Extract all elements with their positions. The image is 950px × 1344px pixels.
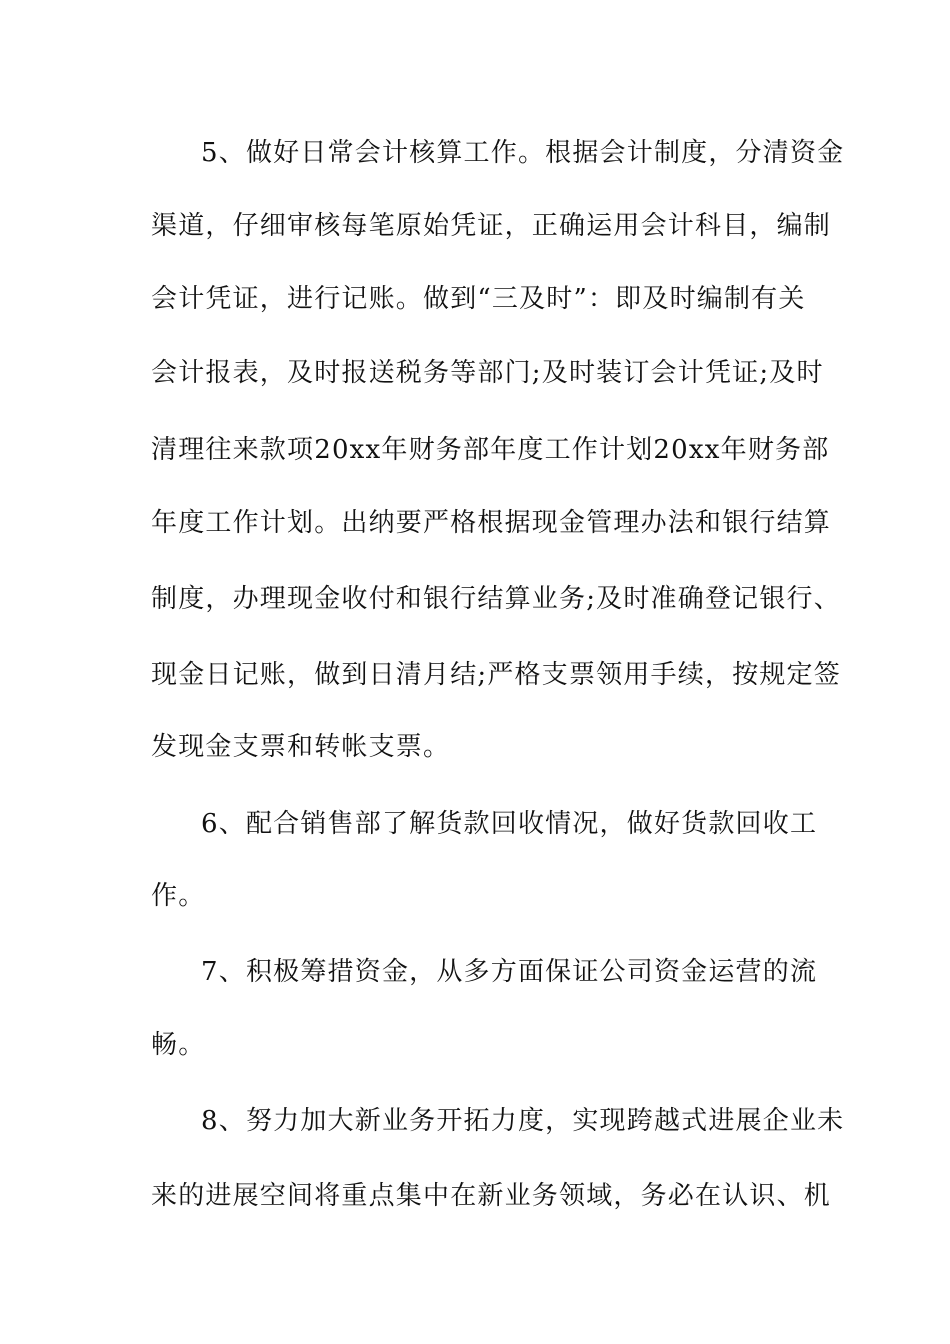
text-line: 渠道，仔细审核每笔原始凭证，正确运用会计科目，编制 — [151, 211, 832, 241]
text-line: 作。 — [151, 881, 206, 911]
text-line: 来的进展空间将重点集中在新业务领域，务必在认识、机 — [151, 1181, 832, 1211]
text-line: 会计报表，及时报送税务等部门;及时装订会计凭证;及时 — [151, 358, 824, 388]
text-line: 现金日记账，做到日清月结;严格支票领用手续，按规定签 — [151, 660, 841, 690]
text-line: 制度，办理现金收付和银行结算业务;及时准确登记银行、 — [151, 584, 841, 614]
text-line: 8、努力加大新业务开拓力度，实现跨越式进展企业未 — [201, 1106, 845, 1136]
text-line: 年度工作计划。出纳要严格根据现金管理办法和银行结算 — [151, 508, 832, 538]
text-line: 6、配合销售部了解货款回收情况，做好货款回收工 — [201, 809, 818, 839]
text-line: 清理往来款项20xx年财务部年度工作计划20xx年财务部 — [151, 435, 830, 465]
text-line: 7、积极筹措资金，从多方面保证公司资金运营的流 — [201, 957, 818, 987]
text-line: 畅。 — [151, 1030, 206, 1060]
text-line: 发现金支票和转帐支票。 — [151, 732, 451, 762]
text-line: 5、做好日常会计核算工作。根据会计制度，分清资金 — [201, 138, 845, 168]
text-line: 会计凭证，进行记账。做到“三及时”：即及时编制有关 — [151, 284, 806, 314]
